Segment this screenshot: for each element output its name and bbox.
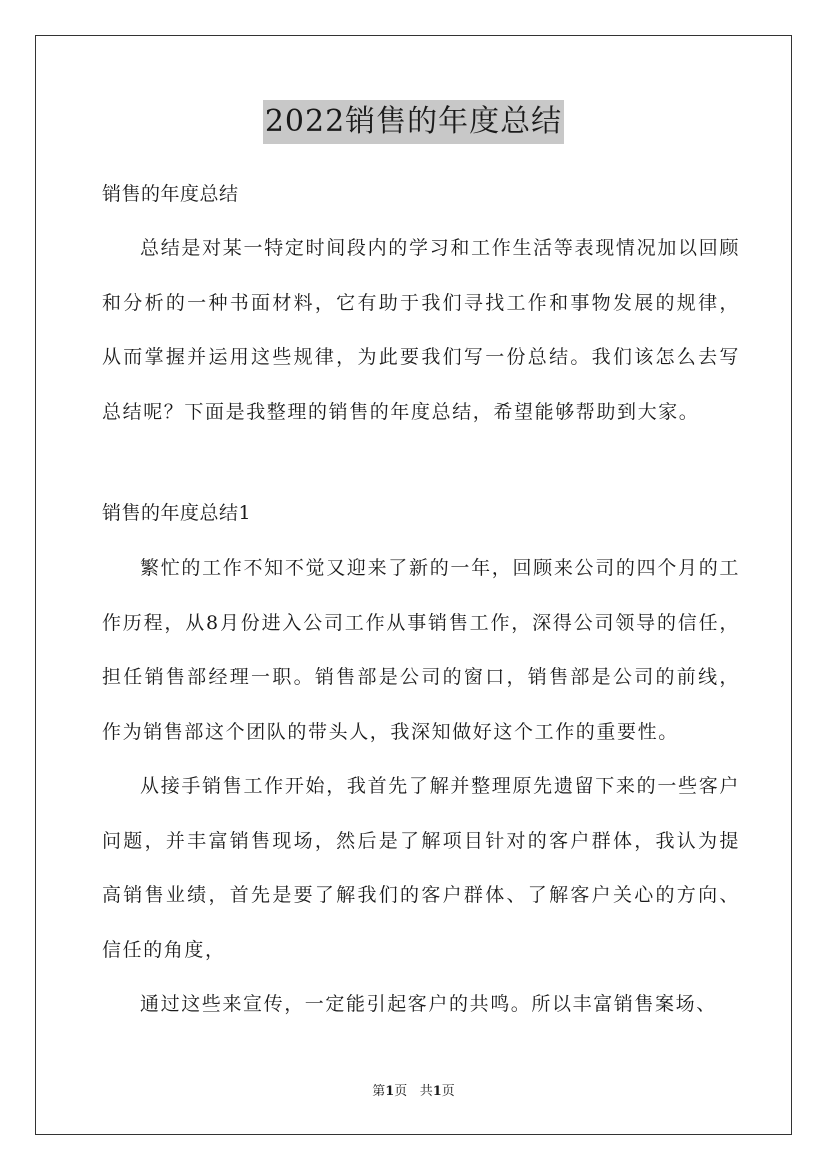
section-1-paragraph-1: 繁忙的工作不知不觉又迎来了新的一年，回顾来公司的四个月的工作历程，从8月份进入公司工作从事销售工作，深得公司领导的信任，担任销售部经理一职。销售部是公司的窗口，销售部是公司的前线，作为销售部这个团队的带头人，我深知做好这个工作的重要性。 — [102, 557, 740, 743]
page-prefix: 第 — [372, 1084, 386, 1099]
page-total — [420, 1084, 455, 1099]
page-number — [372, 1084, 407, 1099]
document-title — [0, 100, 827, 144]
section-1-paragraph-2: 从接手销售工作开始，我首先了解并整理原先遗留下来的一些客户问题，并丰富销售现场，然后是了解项目针对的客户群体，我认为提高销售业绩，首先是要了解我们的客户群体、了解客户关心的方向、信任的角度， — [102, 775, 740, 961]
section-1-heading: 销售的年度总结1 — [102, 502, 252, 524]
section-1-paragraph-3: 通过这些来宣传，一定能引起客户的共鸣。所以丰富销售案场、 — [140, 993, 717, 1015]
total-page-number: 1 — [432, 1084, 442, 1099]
intro-heading: 销售的年度总结 — [102, 183, 239, 205]
document-title-text: 2022销售的年度总结 — [263, 100, 564, 144]
current-page-number: 1 — [385, 1084, 395, 1099]
intro-paragraph: 总结是对某一特定时间段内的学习和工作生活等表现情况加以回顾和分析的一种书面材料，它有助于我们寻找工作和事物发展的规律，从而掌握并运用这些规律，为此要我们写一份总结。我们该怎么去写总结呢？下面是我整理的销售的年度总结，希望能够帮助到大家。 — [102, 237, 740, 423]
total-prefix: 共 — [419, 1084, 433, 1099]
page-suffix: 页 — [394, 1084, 408, 1099]
document-body — [102, 176, 740, 1032]
page-footer — [0, 1082, 827, 1102]
total-suffix: 页 — [441, 1084, 455, 1099]
